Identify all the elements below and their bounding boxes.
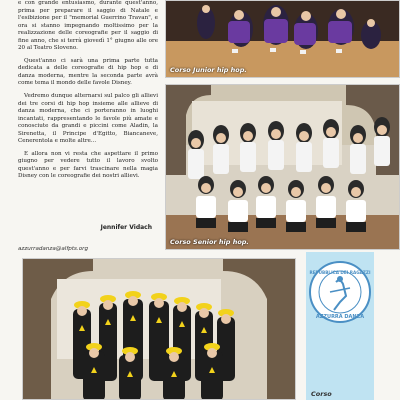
logo-bottom-text: AZZURRA DANZA <box>315 314 365 320</box>
article-paragraph: Vedremo dunque alternarsi sul palco gli allievi dei tre corsi di hip hop insieme alle allieve di danza moderna, che ci porteranno in luoghi incantati, rappresentando le favole più amate e conosciute da grandi e piccini come Aladin, la Sirenetta, il Principe d'Egitto, Biancaneve, Cenerentola e molte altre... <box>18 93 158 145</box>
photo-senior-hip-hop <box>165 84 400 250</box>
photo-caption: Corso Junior hip hop. <box>170 66 247 74</box>
photo-caption: Corso Senior hip hop. <box>170 238 249 246</box>
azzurra-danza-logo <box>306 252 374 342</box>
contact-email: azzurradanza@alfpts.org <box>18 246 89 252</box>
photo-kids-group <box>22 258 296 400</box>
kids-group-image <box>23 259 296 400</box>
article-paragraph: Quest'anno ci sarà una prima parte tutta dedicata a delle coreografie di hip hop e di danza moderna, mentre la seconda parte avrà come tema il mondo delle favole Disney. <box>18 57 158 87</box>
senior-group-image <box>166 85 400 250</box>
article-paragraph: E allora non vi resta che aspettare il primo giugno per vedere tutto il lavoro svolto quest'anno e per farvi trascinare nella magia Disney con le coreografie dei nostri allievi. <box>18 150 158 180</box>
photo-junior-hip-hop <box>165 0 400 78</box>
logo-top-text: REPUBBLICA DEI RAGAZZI <box>309 270 371 275</box>
article-paragraph: e con grande entusiasmo, durante quest'anno, prima per preparare il saggio di Natale e l'esibizione per il "memorial Guerrino Travan", e ora si stanno impegnando moltissimo per la realizzazione delle coreografie per il saggio di fine anno, che si terrà giovedì 1° giugno alle ore 20 al Teatro Sloveno. <box>18 0 158 52</box>
author-signature: Jennifer Vidach <box>100 224 152 231</box>
article-text-column <box>18 0 158 186</box>
logo-caption: Corso <box>311 390 332 398</box>
azzurra-danza-logo-panel <box>306 252 374 400</box>
